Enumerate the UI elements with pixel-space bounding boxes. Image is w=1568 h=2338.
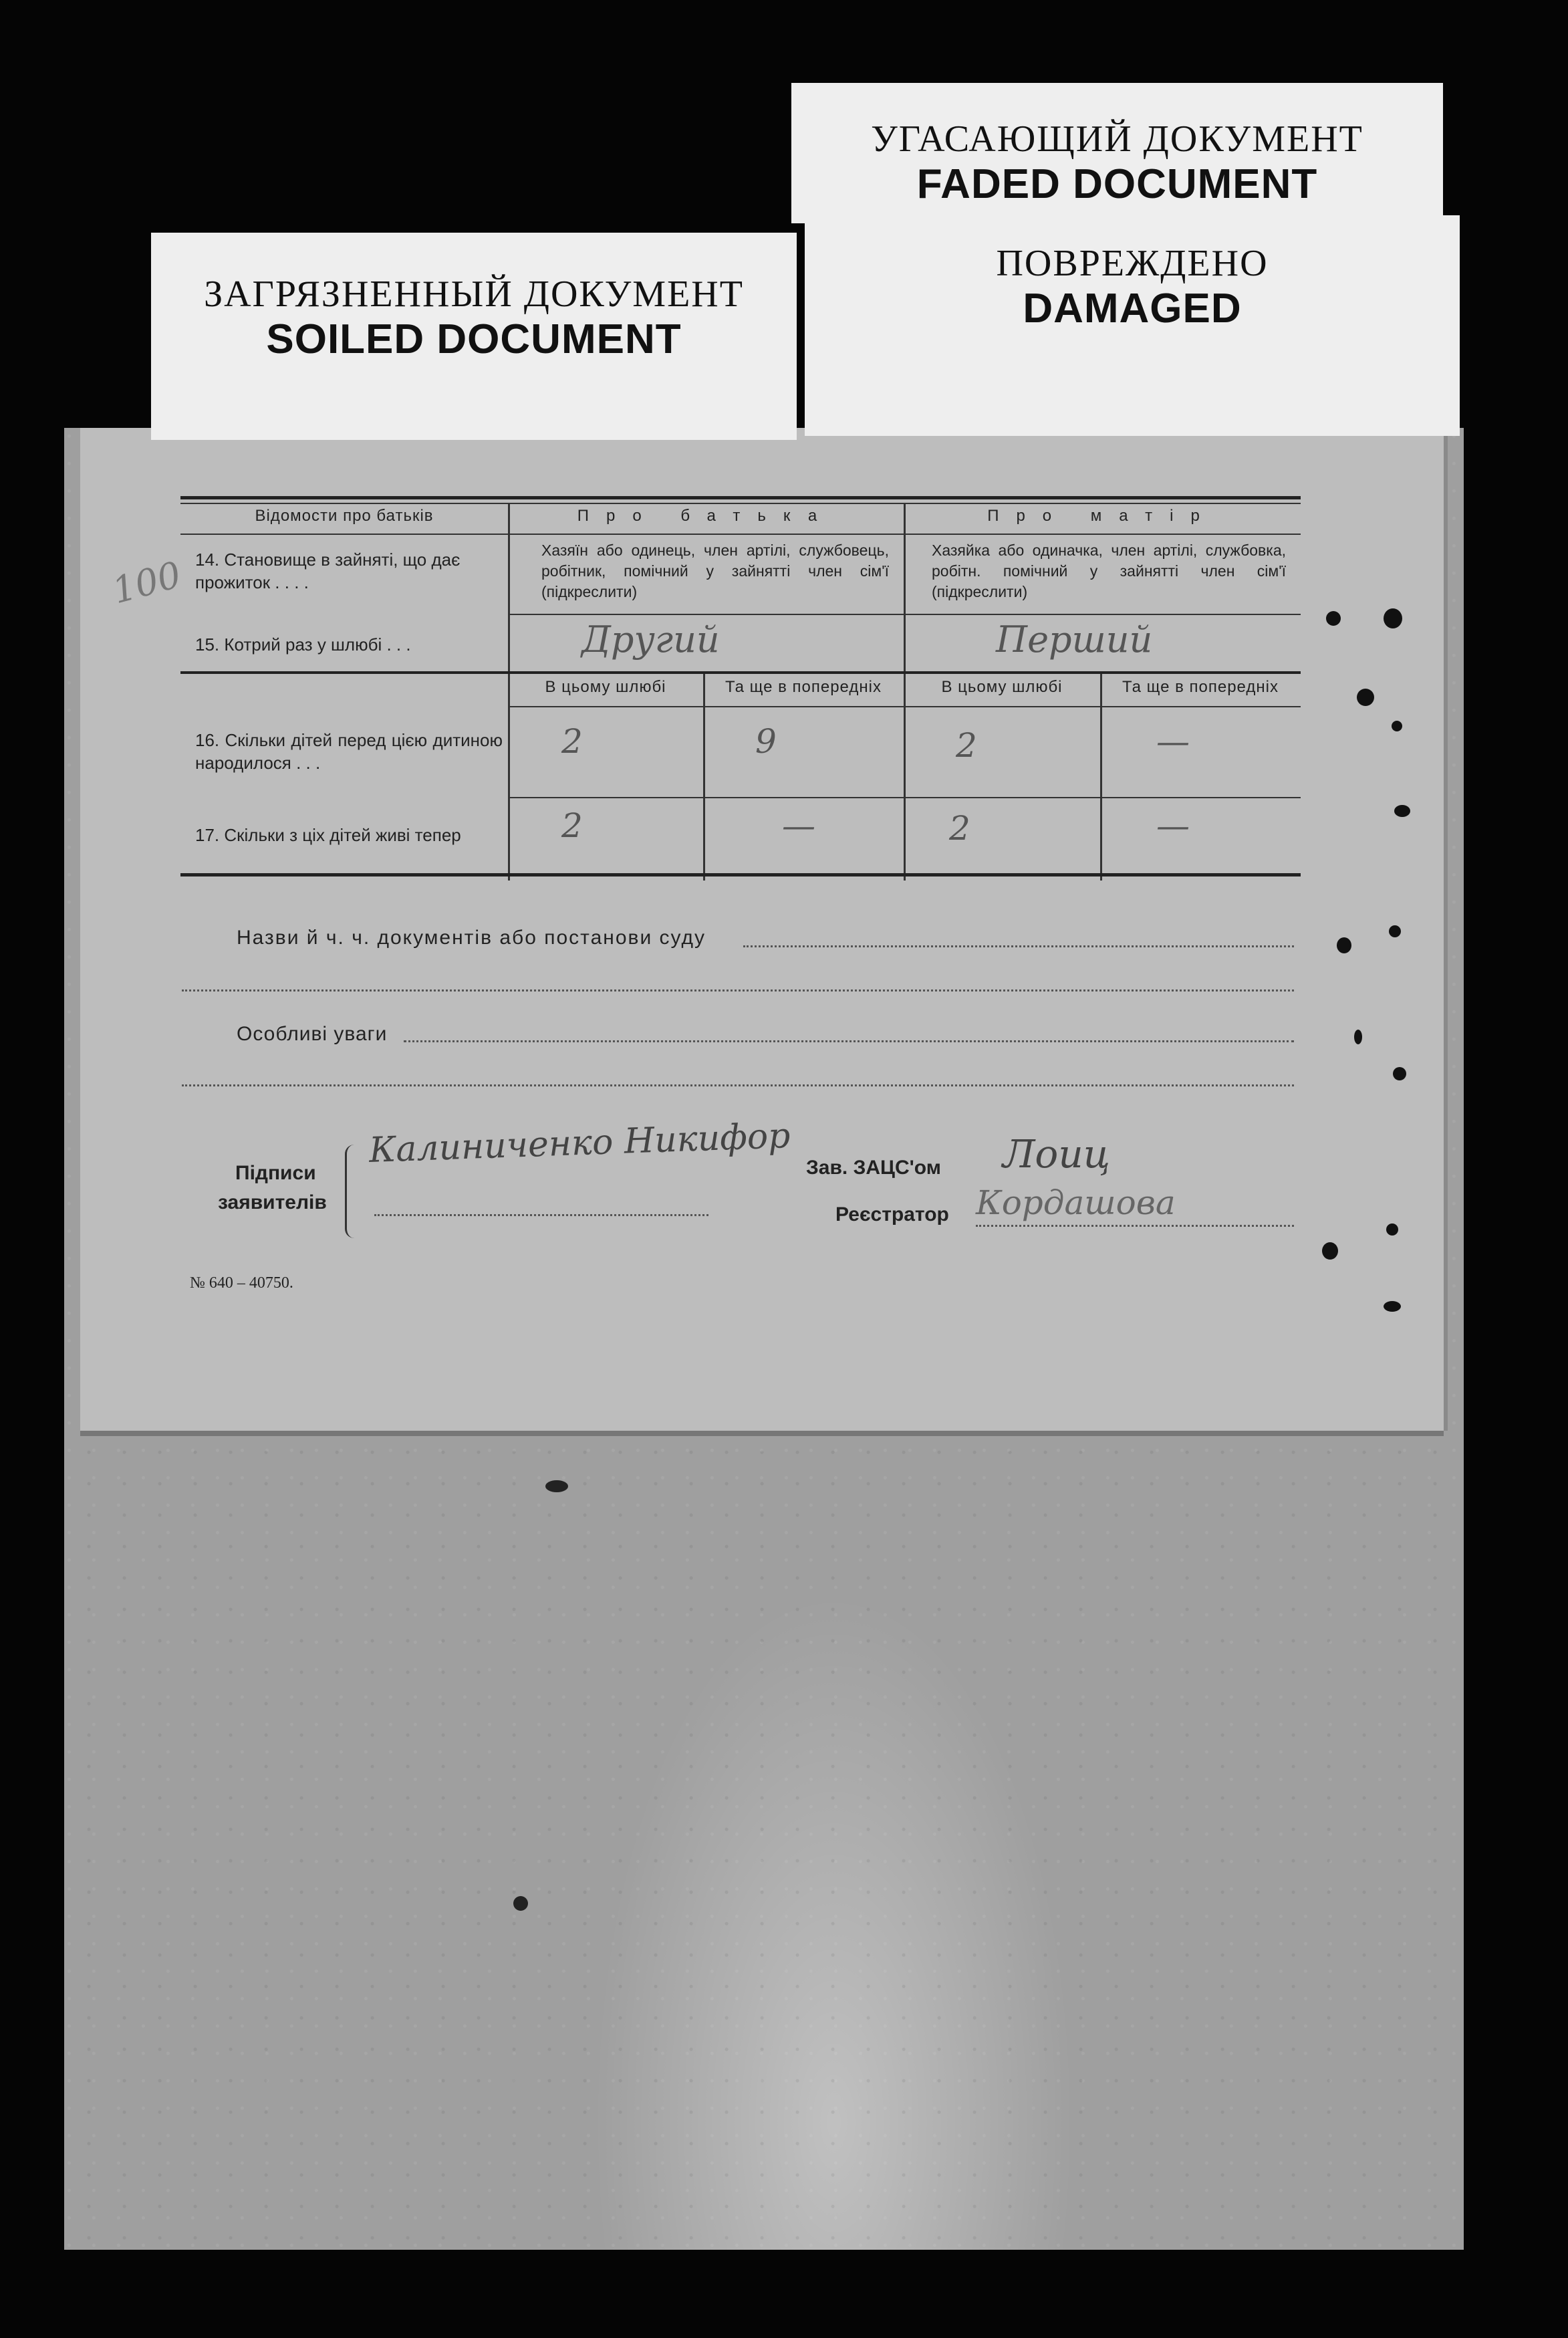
row16-father-this: 2 [561, 722, 583, 761]
faded-document-tag [791, 83, 1443, 223]
row17-mother-previous: — [1156, 806, 1190, 845]
row15-father: Другий [581, 618, 720, 661]
sub-this-marriage-mother: В цьому шлюбі [941, 678, 1063, 696]
header-mother: Про матір [987, 507, 1217, 525]
soiled-document-tag [151, 233, 797, 440]
ink-spot [513, 1896, 528, 1911]
damage-hole [1386, 1223, 1398, 1236]
sub-previous-father: Та ще в попередніх [725, 678, 882, 696]
applicants-label: заявителів [218, 1191, 327, 1213]
form-number: № 640 – 40750. [190, 1274, 293, 1292]
damage-hole [1322, 1242, 1338, 1260]
damage-hole [1337, 937, 1351, 953]
sub-this-marriage-father: В цьому шлюбі [545, 678, 666, 696]
damage-hole [1392, 721, 1402, 731]
damaged-tag-ru: ПОВРЕЖДЕНО [996, 243, 1269, 284]
applicant-signature: Калиниченко Никифор [368, 1116, 791, 1171]
signature-brace [345, 1145, 356, 1238]
signatures-label: Підписи [235, 1162, 316, 1184]
remarks-line-2 [182, 1084, 1294, 1086]
zags-head-label: Зав. ЗАЦС'ом [806, 1157, 941, 1179]
faded-tag-ru: УГАСАЮЩИЙ ДОКУМЕНТ [871, 118, 1363, 160]
applicant-signature-line [374, 1214, 708, 1216]
row14-father: Хазяїн або одинець, член артілі, службовець, робітник, помічний у зайнятті член сім'ї (підкреслити) [541, 542, 889, 600]
row17-father-this: 2 [561, 806, 583, 845]
damage-hole [1384, 608, 1402, 628]
documents-line [743, 945, 1294, 947]
soiled-tag-en: SOILED DOCUMENT [266, 316, 682, 362]
registrar-signature: Кордашова [976, 1183, 1176, 1222]
header-father: Про батька [577, 507, 835, 525]
damaged-tag-en: DAMAGED [1023, 285, 1242, 332]
registrar-label: Реєстратор [835, 1203, 949, 1225]
row16-father-previous: 9 [755, 722, 777, 761]
row14-label: 14. Становище в зайняті, що дає прожиток . . . . [195, 550, 461, 592]
damage-hole [1357, 689, 1374, 706]
remarks-line [404, 1040, 1294, 1042]
row16-mother-previous: — [1156, 722, 1190, 761]
row16-mother-this: 2 [956, 726, 977, 765]
damage-hole [1389, 925, 1401, 937]
damaged-tag [805, 215, 1460, 436]
zags-head-signature: Лоиц [1003, 1131, 1111, 1177]
row15-label: 15. Котрий раз у шлюбі . . . [195, 634, 411, 655]
margin-note: 100 [108, 553, 186, 612]
damage-hole [1394, 805, 1410, 817]
documents-line-2 [182, 989, 1294, 991]
documents-label: Назви й ч. ч. документів або постанови суду [237, 927, 706, 949]
damage-hole [1393, 1067, 1406, 1080]
faded-tag-en: FADED DOCUMENT [916, 161, 1318, 207]
row17-mother-this: 2 [949, 809, 970, 848]
damage-hole [1384, 1301, 1401, 1312]
registrar-line [976, 1225, 1294, 1227]
row14-mother: Хазяйка або одиначка, член артілі, службовка, робітн. помічний у зайнятті член сім'ї (підкреслити) [932, 542, 1286, 600]
row17-label: 17. Скільки з ціх дітей живі тепер [195, 825, 461, 845]
header-parents-info: Відомости про батьків [255, 507, 434, 525]
row17-father-previous: — [782, 806, 815, 845]
ink-spot [545, 1480, 568, 1492]
remarks-label: Особливі уваги [237, 1023, 388, 1045]
row16-label: 16. Скільки дітей перед цією дитиною народилося . . . [195, 730, 503, 773]
row15-mother: Перший [996, 618, 1153, 661]
soiled-tag-ru: ЗАГРЯЗНЕННЫЙ ДОКУМЕНТ [204, 273, 744, 315]
damage-hole [1326, 611, 1341, 626]
sub-previous-mother: Та ще в попередніх [1122, 678, 1279, 696]
damage-hole [1354, 1030, 1362, 1044]
